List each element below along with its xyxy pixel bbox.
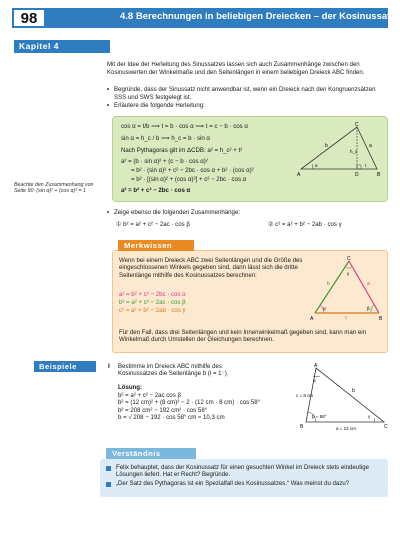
- derivation-triangle-figure: [297, 123, 385, 177]
- fig-label: β = 58°: [312, 414, 327, 419]
- fig-label: B: [379, 316, 383, 322]
- fig-label: A: [310, 316, 314, 322]
- merkwissen-formula: a² = b² + c² − 2bc · cos α: [119, 291, 186, 298]
- derivation-line: sin α = h_c / b ⟹ h_c = b · sin α: [121, 135, 210, 142]
- page-number: 98: [12, 8, 46, 28]
- fig-label: γ: [347, 271, 350, 276]
- merkwissen-text: Wenn bei einem Dreieck ABC zwei Seitenlängen und die Größe des eingeschlossenen Winkels gegeben sind, dann lässt sich die dritte Seitenlänge mithilfe des Kosinussatzes berechnen:: [119, 257, 303, 279]
- fig-label: a: [369, 143, 372, 149]
- page-header: [12, 8, 396, 28]
- page-title: 4.8 Berechnungen in beliebigen Dreiecken – der Kosinussatz: [120, 11, 396, 22]
- fig-label: b: [352, 388, 355, 394]
- fig-label: B: [300, 424, 304, 430]
- solution-line: b² = a² + c² − 2ac cos β: [118, 391, 181, 399]
- example-task: Bestimme im Dreieck ABC mithilfe des Kosinussatzes die Seitenlänge b (l = 1⁻).: [118, 363, 229, 378]
- derivation-line: = b² · [(sin α)² + (cos α)²] + c² − 2bc · cos α: [131, 176, 247, 183]
- fig-label: b: [327, 281, 330, 287]
- fig-label: C: [355, 122, 359, 128]
- fig-label: C: [347, 256, 351, 262]
- bullet-item: • Erläutere die folgende Herleitung:: [107, 102, 389, 110]
- example-solution: [118, 384, 260, 422]
- verstaendnis-item: „Der Satz des Pythagoras ist ein Spezialfall des Kosinussatzes.“ Was meinst du dazu?: [116, 480, 384, 487]
- formula: ① b² = a² + c² − 2ac · cos β: [116, 221, 190, 228]
- fig-label: β: [367, 306, 370, 311]
- bullet-item: • Zeige ebenso die folgenden Zusammenhänge:: [107, 209, 389, 217]
- fig-label: b: [325, 143, 328, 149]
- fig-label: c: [345, 315, 348, 321]
- merkwissen-footer: Für den Fall, dass drei Seitenlängen und kein Innenwinkelmaß gegeben sind, kann man ein Winkelmaß durch Umstellen der Gleichungen berechnen.: [119, 329, 366, 344]
- fig-label: a = 12 cm: [336, 426, 356, 431]
- fig-label: α: [323, 306, 326, 311]
- intro-text: Mit der Idee der Herleitung des Sinussatzes lassen sich auch Zusammenhänge zwischen den Kosinuswerten der Winkelmaße und den Seitenlängen in einem beliebigen Dreieck ABC finden.: [107, 61, 365, 76]
- derivation-result: a² = b² + c² − 2bc · cos α: [121, 187, 191, 194]
- merkwissen-formula: c² = a² + b² − 2ab · cos γ: [119, 307, 186, 314]
- chapter-label: Kapitel 4: [14, 40, 110, 53]
- verstaendnis-box: [100, 459, 388, 497]
- example-triangle-figure: [298, 362, 390, 434]
- derivation-line: Nach Pythagoras gilt im ΔCDB: a² = h_c² + t²: [121, 147, 243, 154]
- fig-label: a: [367, 281, 370, 287]
- merkwissen-box: [112, 250, 388, 353]
- fig-label: D: [355, 172, 359, 178]
- fig-label: h_c: [350, 149, 358, 154]
- fig-label: A: [314, 363, 318, 369]
- example-number: I: [108, 363, 110, 370]
- merkwissen-label: Merkwissen: [118, 240, 194, 251]
- merkwissen-triangle-figure: [309, 255, 385, 321]
- fig-label: γ: [368, 414, 371, 419]
- verstaendnis-label: Verständnis: [106, 448, 196, 459]
- fig-label: B: [377, 172, 381, 178]
- merkwissen-formula: b² = a² + c² − 2ac · cos β: [119, 299, 186, 306]
- solution-line: b = √ 208 − 192 · cos 58° cm ≈ 10,3 cm: [118, 414, 225, 422]
- solution-line: b² = 208 cm² − 192 cm² · cos 58°: [118, 406, 208, 414]
- solution-title: Lösung:: [118, 384, 143, 391]
- derivation-line: cos α = t/b ⟹ t = b · cos α ⟹ t = c − b · cos α: [121, 123, 248, 130]
- sidenote: Beachte den Zusammenhang von Seite 90: (sin α)² + (cos α)² = 1: [14, 182, 94, 195]
- fig-label: α: [313, 378, 316, 383]
- derivation-line: = b² · (sin α)² + c² − 2bc · cos α + b² · (cos α)²: [131, 167, 254, 174]
- bullet-item: • Begründe, dass der Sinussatz nicht anwendbar ist, wenn ein Dreieck nach den Kongruenzsätzen SSS und SWS festgelegt ist.: [107, 86, 389, 101]
- solution-line: b² = (12 cm)² + (8 cm)² − 2 · (12 cm · 8 cm) · cos 58°: [118, 399, 261, 407]
- verstaendnis-item: Felix behauptet, dass der Kosinussatz für einen gesuchten Winkel im Dreieck stets eindeutige Lösungen liefert. Hat er Recht? Begründe.: [116, 464, 384, 479]
- fig-label: t: [365, 163, 367, 168]
- fig-label: c = 8 cm: [296, 393, 314, 398]
- formula: ② c² = a² + b² − 2ab · cos γ: [268, 221, 342, 228]
- fig-label: α: [315, 163, 318, 168]
- beispiele-label: Beispiele: [34, 361, 96, 372]
- derivation-line: a² = (b · sin α)² + (c − b · cos α)²: [121, 158, 208, 165]
- fig-label: A: [297, 172, 301, 178]
- fig-label: C: [384, 424, 388, 430]
- derivation-box: [112, 116, 388, 202]
